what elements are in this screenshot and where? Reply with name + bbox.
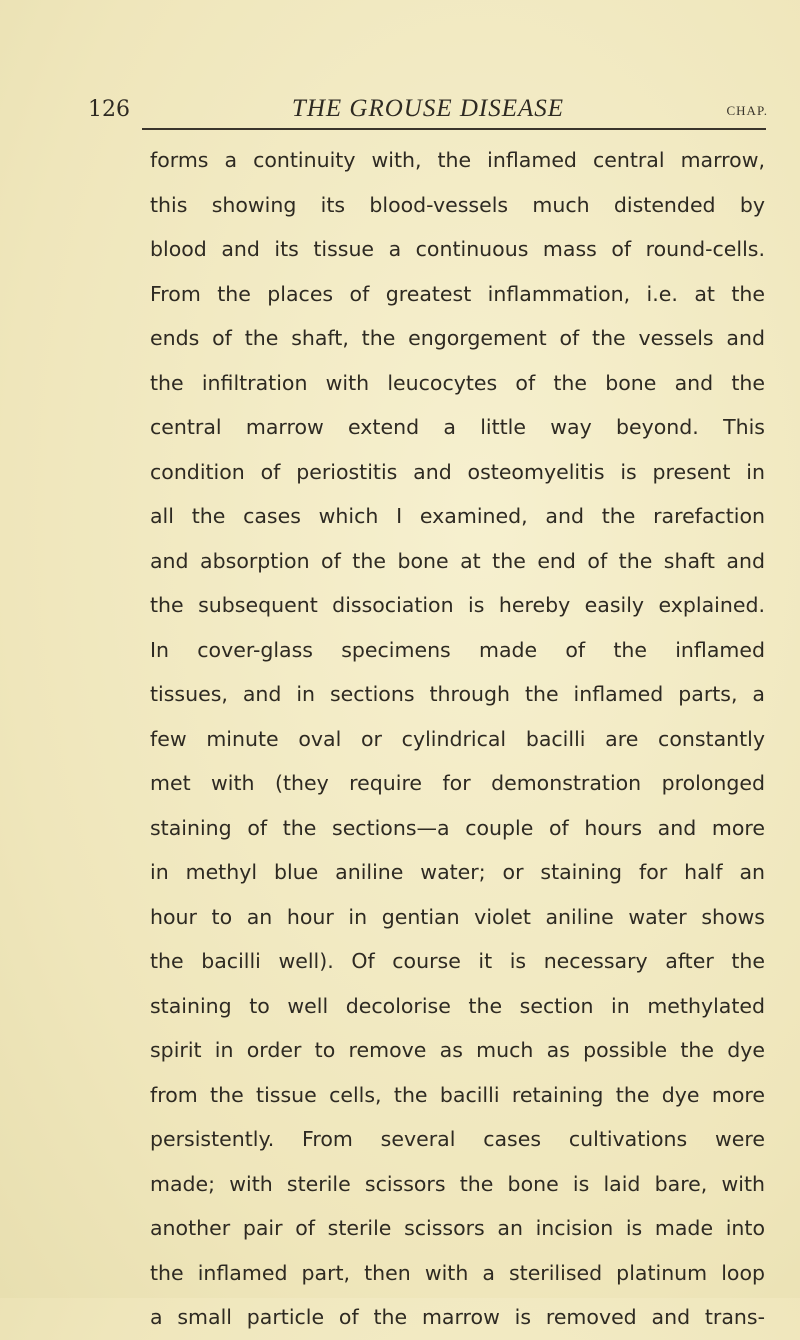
- text-line: condition of periostitis and osteomyelitis is present in: [150, 459, 765, 484]
- text-line: this showing its blood-vessels much distended by: [150, 192, 765, 217]
- text-line: staining of the sections—a couple of hours and more: [150, 815, 765, 840]
- text-line: from the tissue cells, the bacilli retaining the dye more: [150, 1082, 765, 1107]
- text-line: the bacilli well). Of course it is necessary after the: [150, 949, 765, 973]
- text-line: ends of the shaft, the engorgement of the vessels and: [150, 326, 765, 350]
- running-title: THE GROUSE DISEASE: [291, 95, 565, 122]
- text-line: blood and its tissue a continuous mass of round-cells.: [150, 237, 765, 261]
- text-line: another pair of sterile scissors an incision is made into: [150, 1216, 765, 1240]
- page-header: [88, 93, 768, 129]
- page-number: 126: [88, 97, 130, 122]
- text-line: central marrow extend a little way beyond. This: [150, 415, 765, 439]
- text-line: the subsequent dissociation is hereby easily explained.: [150, 593, 765, 617]
- text-line: forms a continuity with, the inflamed central marrow,: [150, 148, 765, 172]
- text-line: tissues, and in sections through the inflamed parts, a: [150, 682, 765, 706]
- text-line: few minute oval or cylindrical bacilli are constantly: [150, 726, 765, 751]
- text-line: and absorption of the bone at the end of the shaft and: [150, 548, 765, 573]
- text-line: met with (they require for demonstration prolonged: [150, 771, 765, 795]
- text-line: spirit in order to remove as much as possible the dye: [150, 1038, 765, 1062]
- body-text: [150, 138, 765, 1340]
- text-line: From the places of greatest inflammation, i.e. at the: [150, 281, 765, 306]
- text-line: In cover-glass specimens made of the inflamed: [150, 637, 765, 662]
- header-rule: [142, 128, 766, 130]
- text-line: the infiltration with leucocytes of the bone and the: [150, 370, 765, 395]
- text-line: hour to an hour in gentian violet aniline water shows: [150, 904, 765, 929]
- text-line: all the cases which I examined, and the rarefaction: [150, 504, 765, 528]
- text-line: persistently. From several cases cultivations were: [150, 1127, 765, 1151]
- chapter-tag: CHAP.: [726, 103, 768, 118]
- text-line: made; with sterile scissors the bone is laid bare, with: [150, 1171, 765, 1196]
- text-line: staining to well decolorise the section in methylated: [150, 993, 765, 1018]
- text-line: in methyl blue aniline water; or staining for half an: [150, 860, 765, 884]
- text-line: the inflamed part, then with a sterilised platinum loop: [150, 1260, 765, 1285]
- text-line: a small particle of the marrow is removed and trans-: [150, 1305, 765, 1329]
